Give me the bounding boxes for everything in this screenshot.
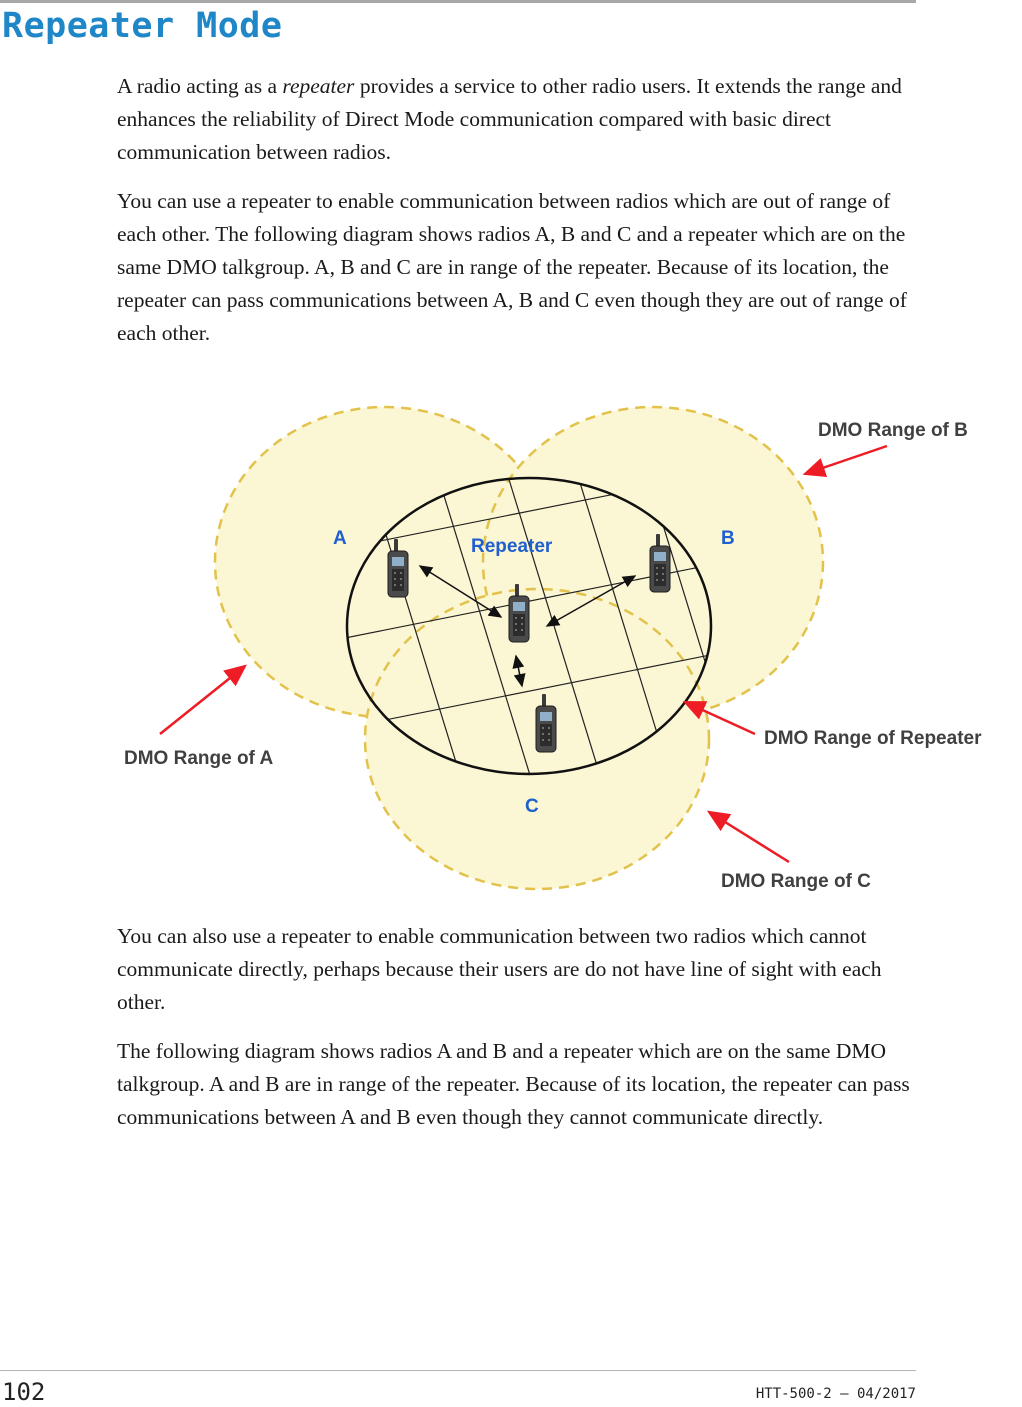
top-rule [0,0,916,3]
label-repeater: Repeater [471,536,553,557]
label-a: A [333,528,347,549]
page-number: 102 [2,1378,46,1406]
document-reference: HTT-500-2 – 04/2017 [755,1386,916,1402]
footer-rule [0,1370,916,1371]
page-title: Repeater Mode [2,6,283,46]
paragraph-out-of-range: You can use a repeater to enable communication between radios which are out of range of each other. The following diagram shows radios A, B and C and a repeater which are on the same DMO talkgroup. A, B and C are in range of the repeater. Because of its location, the repeater can pass communications between A, B and C even though they are out of range of each other. [117,189,907,345]
paragraph-second-diagram-intro: The following diagram shows radios A and B and a repeater which are on the same DMO talkgroup. A and B are in range of the repeater. Because of its location, the repeater can pass communications between A and B even though they cannot communicate directly. [117,1039,910,1129]
callout-range-c: DMO Range of C [721,871,871,892]
intro-text [117,70,917,350]
label-b: B [721,528,735,549]
callout-arrow-range-c [709,812,789,862]
callout-arrow-range-b [805,446,887,474]
callout-arrow-range-a [160,666,245,734]
label-c: C [525,796,539,817]
paragraph-repeater-definition: A radio acting as a repeater provides a service to other radio users. It extends the range and enhances the reliability of Direct Mode communication compared with basic direct communication between radios. [117,74,902,164]
callout-range-b: DMO Range of B [818,420,968,441]
paragraph-line-of-sight: You can also use a repeater to enable communication between two radios which cannot communicate directly, perhaps because their users are do not have line of sight with each other. [117,924,882,1014]
followup-text [117,920,917,1134]
callout-range-a: DMO Range of A [124,748,274,769]
repeater-range-diagram [115,394,1022,907]
term-repeater: repeater [282,74,355,98]
callout-range-repeater: DMO Range of Repeater [764,728,982,749]
